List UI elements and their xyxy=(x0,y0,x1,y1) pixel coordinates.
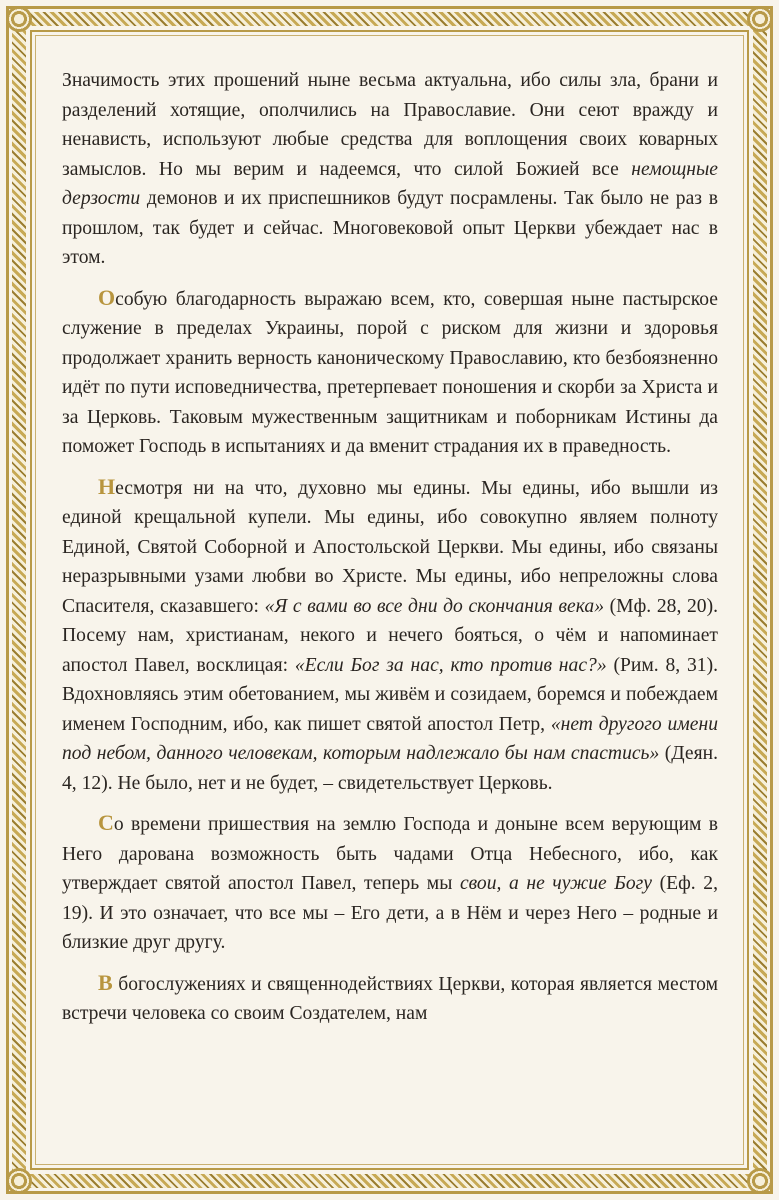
paragraph xyxy=(62,283,718,462)
italic-quote: немощные дерзости xyxy=(62,158,718,209)
paragraph xyxy=(62,472,718,799)
paragraph-text: демонов и их приспешников будут посрамлены. Так было не раз в прошлом, так будет и сейчас. Многовековой опыт Церкви убеждает нас в этом. xyxy=(62,188,718,268)
paragraph-text: Значимость этих прошений ныне весьма актуальна, ибо силы зла, брани и разделений хотящие, ополчились на Православие. Они сеют вражду и ненависть, используют любые средства для воплощения своих коварных замыслов. Но мы верим и надеемся, что силой Божией все xyxy=(62,70,718,180)
paragraph-initial: О xyxy=(98,284,116,310)
corner-ornament-icon xyxy=(6,6,32,32)
italic-quote: свои, а не чужие Богу xyxy=(459,873,652,894)
corner-ornament-icon xyxy=(747,1168,773,1194)
corner-ornament-icon xyxy=(747,6,773,32)
paragraph-initial: В xyxy=(98,969,113,995)
paragraph xyxy=(62,808,718,958)
paragraph xyxy=(62,66,718,273)
paragraph-text: (Рим. 8, 31). Вдохновляясь этим обетованием, мы живём и созидаем, боремся и побеждаем именем Господним, ибо, как пишет святой апостол Петр, xyxy=(62,654,718,735)
paragraph-initial: Н xyxy=(98,473,116,499)
corner-ornament-icon xyxy=(6,1168,32,1194)
paragraph-text: (Деян. 4, 12). Не было, нет и не будет, – свидетельствует Церковь. xyxy=(62,743,719,794)
document-text xyxy=(62,66,718,1039)
paragraph-text: о времени пришествия на землю Господа и доныне всем верующим в Него дарована возможность быть чадами Отца Небесного, ибо, как утверждает святой апостол Павел, теперь мы xyxy=(62,814,718,894)
paragraph-text: есмотря ни на что, духовно мы едины. Мы едины, ибо вышли из единой крещальной купели. Мы едины, ибо совокупно являем полноту Единой, Святой Соборной и Апостольской Церкви. Мы едины, ибо связаны неразрывными узами любви во Христе. Мы едины, ибо непреложны слова Спасителя, сказавшего: xyxy=(62,477,718,617)
paragraph xyxy=(62,968,718,1029)
italic-quote: «Я с вами во все дни до скончания века» xyxy=(264,595,605,617)
paragraph-initial: С xyxy=(98,810,114,835)
paragraph-text: (Мф. 28, 20). Посему нам, христианам, некого и нечего бояться, о чём и напоминает апостол Павел, восклицая: xyxy=(62,595,719,676)
italic-quote: «Если Бог за нас, кто против нас?» xyxy=(294,654,607,676)
paragraph-text: (Еф. 2, 19). И это означает, что все мы – Его дети, а в Нём и через Него – родные и близкие друг другу. xyxy=(62,873,718,953)
paragraph-text: собую благодарность выражаю всем, кто, совершая ныне пастырское служение в пределах Украины, порой с риском для жизни и здоровья продолжает хранить верность каноническому Православию, кто безбоязненно идёт по пути исповедничества, претерпевает поношения и скорби за Христа и за Церковь. Таковым мужественным защитникам и поборникам Истины да поможет Господь в испытаниях и да вменит страдания их в праведность. xyxy=(62,288,718,457)
paragraph-text: богослужениях и священнодействиях Церкви, которая является местом встречи человека со своим Создателем, нам xyxy=(62,973,718,1024)
italic-quote: «нет другого имени под небом, данного человекам, которым надлежало бы нам спастись» xyxy=(62,713,718,764)
